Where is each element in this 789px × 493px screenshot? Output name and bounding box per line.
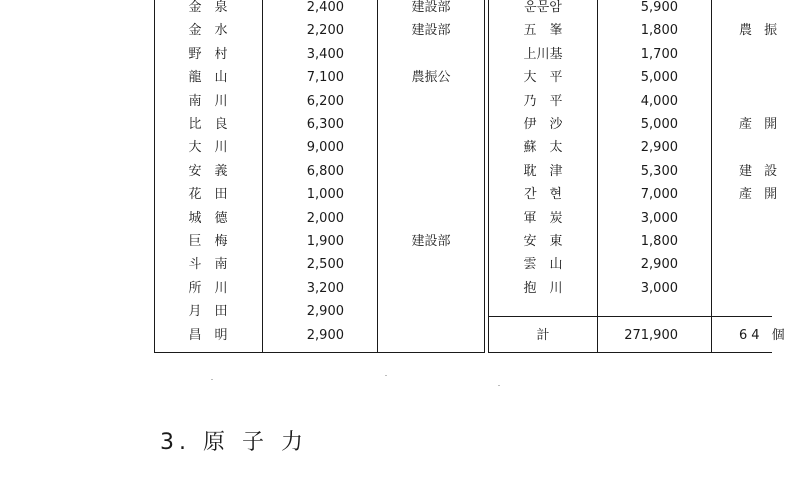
row-name: 乃 平	[523, 93, 563, 109]
row-value: 2,200	[306, 23, 344, 39]
row-value: 1,800	[640, 23, 678, 39]
row-value: 7,100	[306, 70, 344, 86]
row-name: 蘇 太	[523, 140, 563, 156]
row-value: 1,900	[306, 234, 344, 249]
column-divider	[597, 0, 598, 353]
total-count: 64 個	[739, 328, 789, 343]
section-heading: 3. 原 子 力	[160, 430, 308, 455]
table-border-bottom	[488, 352, 772, 353]
row-value: 9,000	[306, 140, 344, 156]
row-name: 金 泉	[188, 0, 228, 15]
row-value: 3,200	[306, 280, 344, 296]
row-agency: 農 振	[739, 23, 782, 39]
row-name: 安 東	[523, 234, 563, 249]
scan-speck	[385, 375, 387, 376]
row-value: 2,500	[306, 257, 344, 273]
row-name: 斗 南	[188, 257, 228, 273]
row-value: 4,000	[640, 93, 678, 109]
row-name: 伊 沙	[523, 117, 563, 132]
row-value: 3,000	[640, 210, 678, 226]
row-name: 昌 明	[188, 327, 228, 343]
row-name: 巨 梅	[188, 234, 228, 249]
row-value: 1,700	[640, 46, 678, 62]
row-name: 五 峯	[523, 23, 563, 39]
row-name: 간 현	[523, 187, 563, 203]
scan-speck	[211, 379, 213, 380]
row-value: 2,900	[306, 304, 344, 320]
row-name: 金 水	[188, 23, 228, 39]
row-value: 5,000	[640, 117, 678, 132]
row-name: 雲 山	[523, 257, 563, 273]
row-name: 花 田	[188, 187, 228, 203]
total-row-divider	[488, 316, 772, 317]
row-value: 6,200	[306, 93, 344, 109]
row-value: 1,000	[306, 187, 344, 203]
row-value: 1,800	[640, 234, 678, 249]
table-border-middle	[488, 0, 489, 353]
row-name: 野 村	[188, 46, 228, 62]
row-value: 2,000	[306, 210, 344, 226]
row-name: 上川基	[523, 46, 563, 62]
row-agency: 產 開	[739, 187, 782, 203]
table-border-left	[154, 0, 155, 353]
table-border-middle	[484, 0, 485, 353]
row-value: 3,000	[640, 280, 678, 296]
row-name: 龍 山	[188, 70, 228, 86]
row-value: 5,000	[640, 70, 678, 86]
total-label: 計	[536, 328, 550, 343]
row-value: 5,900	[640, 0, 678, 15]
row-name: 比 良	[188, 117, 228, 132]
row-agency: 建 設	[739, 163, 782, 179]
row-value: 6,800	[306, 163, 344, 179]
row-agency: 農振公	[411, 70, 451, 86]
row-value: 6,300	[306, 117, 344, 132]
table-border-bottom	[154, 352, 485, 353]
row-name: 月 田	[188, 304, 228, 320]
column-divider	[262, 0, 263, 353]
row-name: 南 川	[188, 93, 228, 109]
column-divider	[711, 0, 712, 353]
row-name: 大 平	[523, 70, 563, 86]
row-name: 大 川	[188, 140, 228, 156]
row-value: 2,400	[306, 0, 344, 15]
row-agency: 建設部	[411, 234, 451, 249]
row-value: 2,900	[306, 327, 344, 343]
row-name: 抱 川	[523, 280, 563, 296]
row-value: 5,300	[640, 163, 678, 179]
row-name: 耽 津	[523, 163, 563, 179]
row-name: 軍 炭	[523, 210, 563, 226]
scan-speck	[498, 385, 500, 386]
row-agency: 產 開	[739, 117, 782, 132]
row-name: 운문암	[524, 0, 562, 15]
row-name: 所 川	[188, 280, 228, 296]
row-name: 城 德	[188, 210, 228, 226]
row-value: 2,900	[640, 140, 678, 156]
total-value: 271,900	[624, 328, 678, 343]
row-value: 2,900	[640, 257, 678, 273]
column-divider	[377, 0, 378, 353]
row-agency: 建設部	[411, 0, 451, 15]
row-name: 安 義	[188, 163, 228, 179]
row-value: 7,000	[640, 187, 678, 203]
row-value: 3,400	[306, 46, 344, 62]
row-agency: 建設部	[411, 23, 451, 39]
